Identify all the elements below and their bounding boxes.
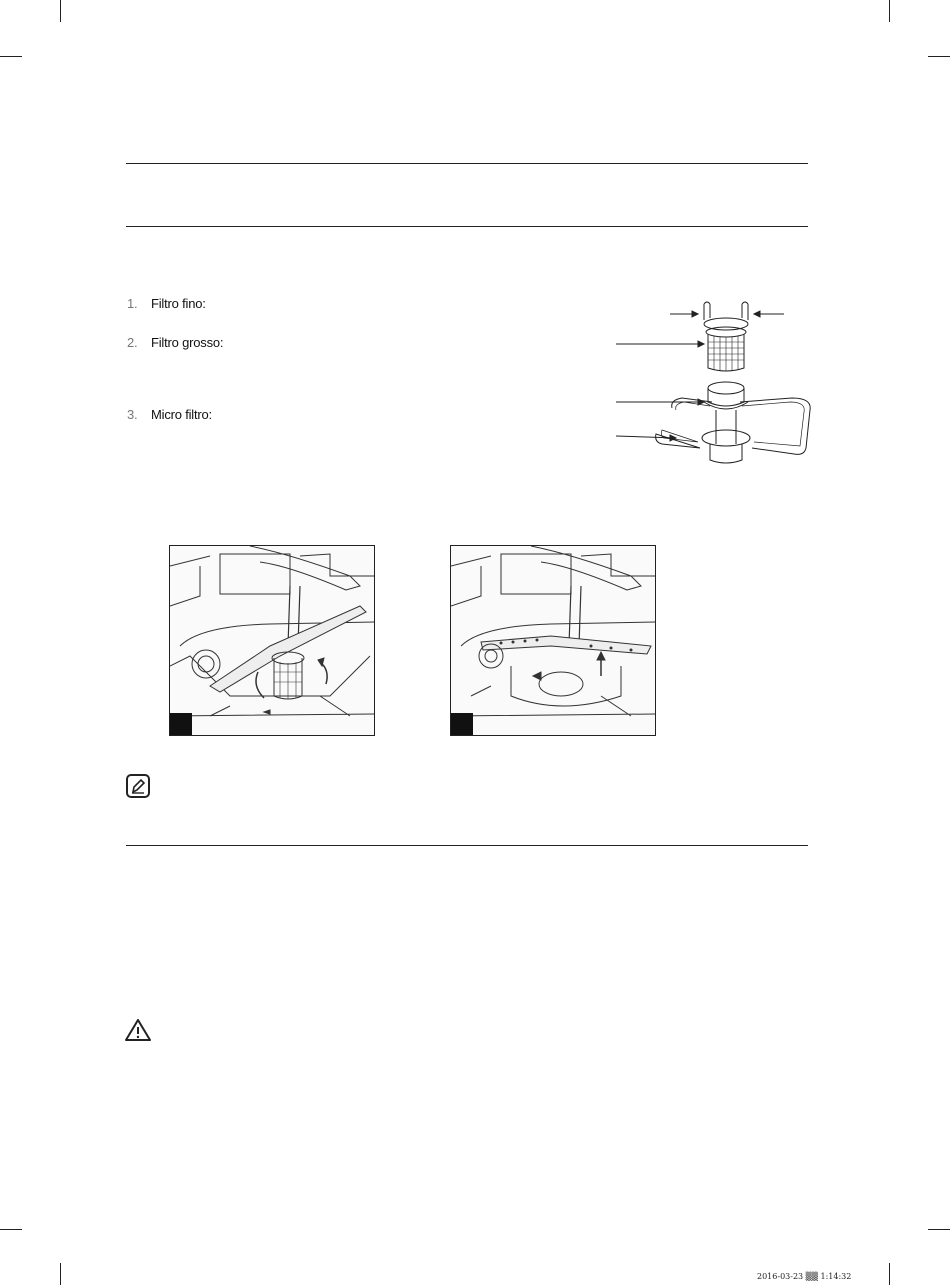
filter-number: 3. [127,407,138,422]
filter-assembly-diagram [612,298,817,470]
filter-number: 2. [127,335,138,350]
step-photo-clean-sump [450,545,656,736]
section-rule-top [126,163,808,164]
warning-icon [124,1018,152,1042]
filter-name: Filtro fino: [151,296,206,311]
filter-item-coarse [127,335,223,350]
filter-number: 1. [127,296,138,311]
crop-mark-bottom-right [889,1263,890,1285]
crop-mark-top-left-h [0,56,22,57]
step-badge [451,713,473,735]
filter-name: Filtro grosso: [151,335,224,350]
step-photo-remove-filter [169,545,375,736]
filter-name: Micro filtro: [151,407,212,422]
crop-mark-top-right-h [928,56,950,57]
print-timestamp: 2016-03-23 ▒▒ 1:14:32 [757,1272,852,1281]
step-badge [170,713,192,735]
crop-mark-top-right [889,0,890,22]
crop-mark-bottom-left [60,1263,61,1285]
section-rule-header-bottom [126,226,808,227]
filter-item-micro [127,407,212,422]
note-icon [126,774,150,798]
section-rule-middle [126,845,808,846]
crop-mark-bottom-right-h [928,1229,950,1230]
filter-item-fine [127,296,206,311]
crop-mark-top-left [60,0,61,22]
crop-mark-bottom-left-h [0,1229,22,1230]
